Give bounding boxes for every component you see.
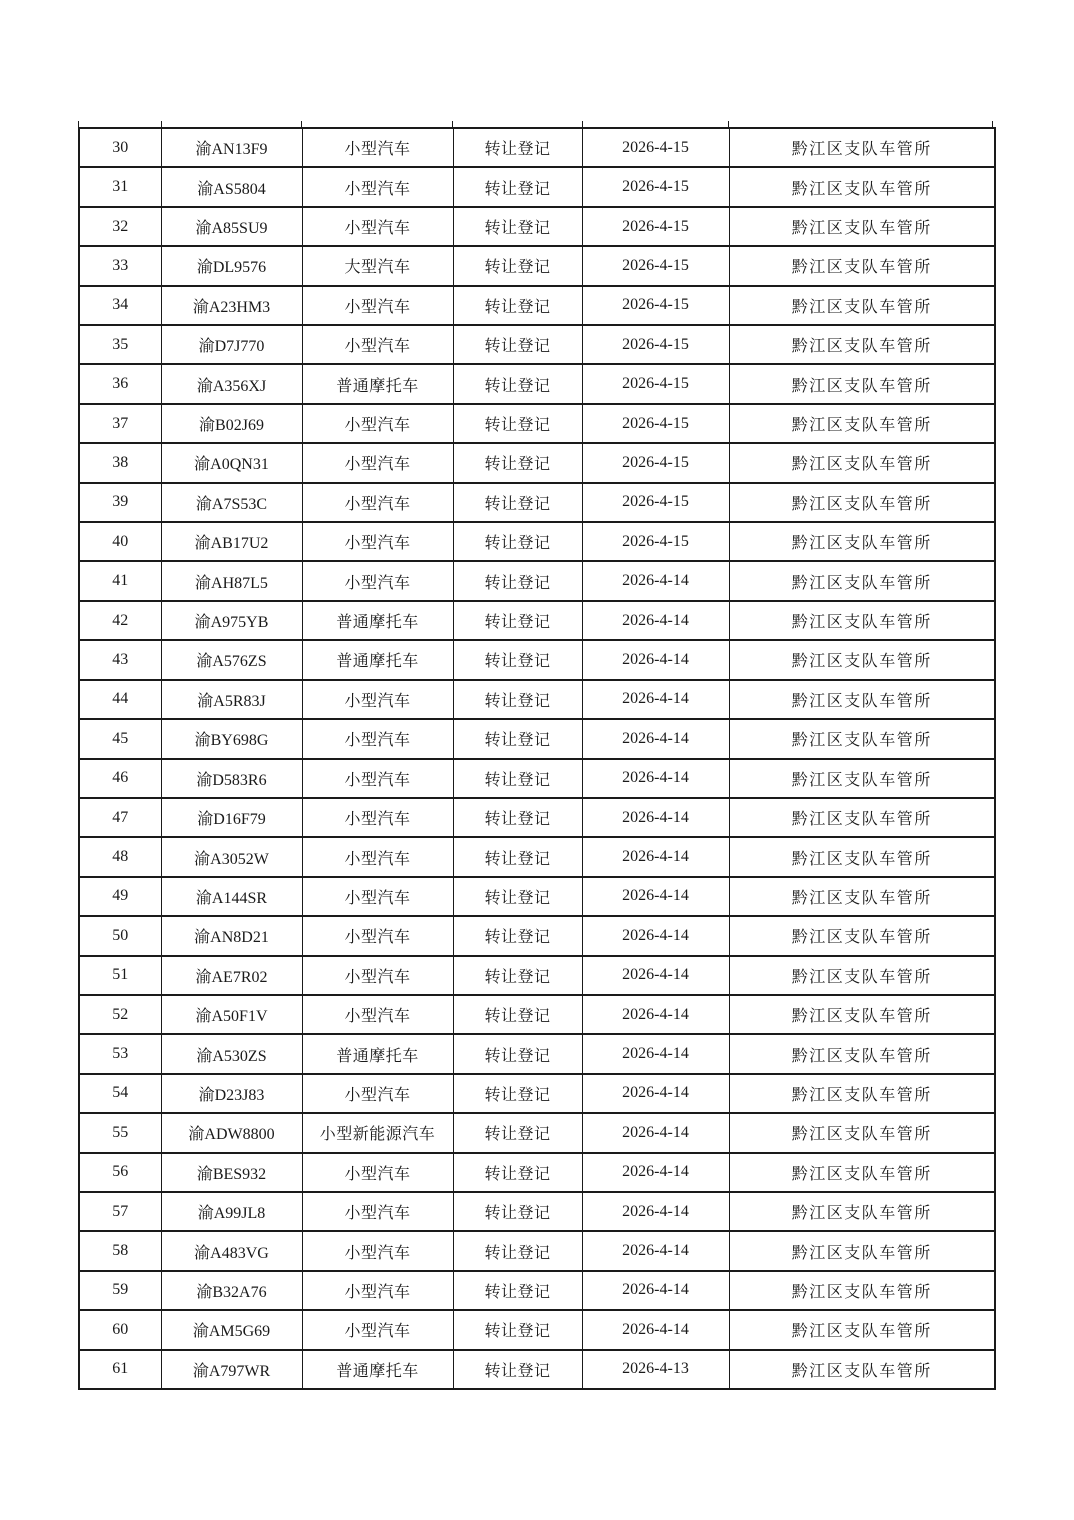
license-plate-cell: 渝D7J770 (161, 325, 302, 364)
registration-office-cell: 黔江区支队车管所 (729, 483, 995, 522)
table-row (79, 798, 995, 837)
license-plate-cell: 渝AN8D21 (161, 916, 302, 955)
registration-type-cell: 转让登记 (453, 916, 582, 955)
registration-office-cell: 黔江区支队车管所 (729, 443, 995, 482)
registration-date-cell: 2026-4-14 (582, 719, 729, 758)
license-plate-cell: 渝B02J69 (161, 404, 302, 443)
registration-type-cell: 转让登记 (453, 1231, 582, 1270)
registration-office-cell: 黔江区支队车管所 (729, 128, 995, 167)
registration-type-cell: 转让登记 (453, 286, 582, 325)
license-plate-cell: 渝A5R83J (161, 680, 302, 719)
table-body (79, 128, 995, 1389)
sequence-number-cell: 51 (79, 956, 161, 995)
registration-type-cell: 转让登记 (453, 483, 582, 522)
sequence-number-cell: 46 (79, 759, 161, 798)
sequence-number-cell: 33 (79, 246, 161, 285)
registration-date-cell: 2026-4-14 (582, 1074, 729, 1113)
license-plate-cell: 渝AM5G69 (161, 1310, 302, 1349)
registration-date-cell: 2026-4-14 (582, 601, 729, 640)
table-row (79, 1192, 995, 1231)
registration-date-cell: 2026-4-14 (582, 995, 729, 1034)
sequence-number-cell: 37 (79, 404, 161, 443)
vehicle-type-cell: 小型汽车 (302, 719, 453, 758)
license-plate-cell: 渝A356XJ (161, 364, 302, 403)
license-plate-cell: 渝A0QN31 (161, 443, 302, 482)
sequence-number-cell: 45 (79, 719, 161, 758)
vehicle-type-cell: 小型汽车 (302, 207, 453, 246)
registration-office-cell: 黔江区支队车管所 (729, 561, 995, 600)
registration-type-cell: 转让登记 (453, 364, 582, 403)
vehicle-type-cell: 小型汽车 (302, 1271, 453, 1310)
registration-type-cell: 转让登记 (453, 1350, 582, 1389)
sequence-number-cell: 54 (79, 1074, 161, 1113)
sequence-number-cell: 52 (79, 995, 161, 1034)
registration-office-cell: 黔江区支队车管所 (729, 759, 995, 798)
license-plate-cell: 渝A797WR (161, 1350, 302, 1389)
registration-office-cell: 黔江区支队车管所 (729, 1271, 995, 1310)
table-row (79, 1350, 995, 1389)
sequence-number-cell: 56 (79, 1153, 161, 1192)
registration-date-cell: 2026-4-14 (582, 1153, 729, 1192)
vehicle-type-cell: 小型汽车 (302, 1192, 453, 1231)
registration-date-cell: 2026-4-14 (582, 640, 729, 679)
registration-date-cell: 2026-4-14 (582, 1271, 729, 1310)
license-plate-cell: 渝DL9576 (161, 246, 302, 285)
registration-date-cell: 2026-4-15 (582, 404, 729, 443)
registration-office-cell: 黔江区支队车管所 (729, 640, 995, 679)
registration-type-cell: 转让登记 (453, 167, 582, 206)
registration-date-cell: 2026-4-15 (582, 325, 729, 364)
registration-office-cell: 黔江区支队车管所 (729, 1034, 995, 1073)
table-row (79, 483, 995, 522)
table-row (79, 1271, 995, 1310)
registration-type-cell: 转让登记 (453, 719, 582, 758)
license-plate-cell: 渝A975YB (161, 601, 302, 640)
sequence-number-cell: 36 (79, 364, 161, 403)
registration-date-cell: 2026-4-14 (582, 798, 729, 837)
vehicle-type-cell: 小型汽车 (302, 286, 453, 325)
vehicle-type-cell: 普通摩托车 (302, 364, 453, 403)
sequence-number-cell: 59 (79, 1271, 161, 1310)
registration-type-cell: 转让登记 (453, 877, 582, 916)
registration-type-cell: 转让登记 (453, 995, 582, 1034)
license-plate-cell: 渝A85SU9 (161, 207, 302, 246)
registration-office-cell: 黔江区支队车管所 (729, 916, 995, 955)
license-plate-cell: 渝A3052W (161, 837, 302, 876)
registration-date-cell: 2026-4-14 (582, 561, 729, 600)
table-row (79, 286, 995, 325)
sequence-number-cell: 55 (79, 1113, 161, 1152)
table-row (79, 995, 995, 1034)
table-row (79, 1231, 995, 1270)
registration-date-cell: 2026-4-15 (582, 522, 729, 561)
table-row (79, 877, 995, 916)
registration-date-cell: 2026-4-14 (582, 956, 729, 995)
registration-office-cell: 黔江区支队车管所 (729, 1153, 995, 1192)
registration-office-cell: 黔江区支队车管所 (729, 877, 995, 916)
license-plate-cell: 渝D23J83 (161, 1074, 302, 1113)
registration-office-cell: 黔江区支队车管所 (729, 325, 995, 364)
registration-date-cell: 2026-4-15 (582, 286, 729, 325)
vehicle-type-cell: 普通摩托车 (302, 601, 453, 640)
registration-type-cell: 转让登记 (453, 680, 582, 719)
table-row (79, 404, 995, 443)
registration-office-cell: 黔江区支队车管所 (729, 1231, 995, 1270)
table-row (79, 246, 995, 285)
registration-type-cell: 转让登记 (453, 640, 582, 679)
registration-office-cell: 黔江区支队车管所 (729, 167, 995, 206)
registration-type-cell: 转让登记 (453, 325, 582, 364)
license-plate-cell: 渝A144SR (161, 877, 302, 916)
sequence-number-cell: 48 (79, 837, 161, 876)
registration-office-cell: 黔江区支队车管所 (729, 956, 995, 995)
table-row (79, 719, 995, 758)
registration-date-cell: 2026-4-14 (582, 1192, 729, 1231)
registration-type-cell: 转让登记 (453, 837, 582, 876)
license-plate-cell: 渝A530ZS (161, 1034, 302, 1073)
license-plate-cell: 渝A99JL8 (161, 1192, 302, 1231)
registration-date-cell: 2026-4-14 (582, 1231, 729, 1270)
registration-date-cell: 2026-4-14 (582, 1113, 729, 1152)
vehicle-type-cell: 小型汽车 (302, 837, 453, 876)
registration-date-cell: 2026-4-15 (582, 207, 729, 246)
registration-date-cell: 2026-4-14 (582, 1310, 729, 1349)
vehicle-type-cell: 小型汽车 (302, 759, 453, 798)
license-plate-cell: 渝AH87L5 (161, 561, 302, 600)
registration-date-cell: 2026-4-14 (582, 916, 729, 955)
registration-office-cell: 黔江区支队车管所 (729, 601, 995, 640)
registration-date-cell: 2026-4-14 (582, 759, 729, 798)
table-row (79, 522, 995, 561)
registration-date-cell: 2026-4-15 (582, 128, 729, 167)
table-row (79, 601, 995, 640)
registration-date-cell: 2026-4-13 (582, 1350, 729, 1389)
registration-office-cell: 黔江区支队车管所 (729, 995, 995, 1034)
license-plate-cell: 渝BY698G (161, 719, 302, 758)
sequence-number-cell: 41 (79, 561, 161, 600)
table-row (79, 561, 995, 600)
vehicle-type-cell: 小型汽车 (302, 1310, 453, 1349)
registration-date-cell: 2026-4-15 (582, 443, 729, 482)
vehicle-type-cell: 小型汽车 (302, 1153, 453, 1192)
sequence-number-cell: 58 (79, 1231, 161, 1270)
registration-date-cell: 2026-4-14 (582, 837, 729, 876)
vehicle-type-cell: 小型汽车 (302, 798, 453, 837)
sequence-number-cell: 30 (79, 128, 161, 167)
registration-type-cell: 转让登记 (453, 207, 582, 246)
sequence-number-cell: 31 (79, 167, 161, 206)
sequence-number-cell: 42 (79, 601, 161, 640)
registration-type-cell: 转让登记 (453, 798, 582, 837)
vehicle-type-cell: 小型汽车 (302, 443, 453, 482)
registration-type-cell: 转让登记 (453, 128, 582, 167)
vehicle-type-cell: 小型汽车 (302, 561, 453, 600)
sequence-number-cell: 50 (79, 916, 161, 955)
sequence-number-cell: 49 (79, 877, 161, 916)
table-row (79, 759, 995, 798)
registration-type-cell: 转让登记 (453, 601, 582, 640)
vehicle-type-cell: 普通摩托车 (302, 640, 453, 679)
table-row (79, 1034, 995, 1073)
table-row (79, 364, 995, 403)
vehicle-type-cell: 小型汽车 (302, 1074, 453, 1113)
registration-type-cell: 转让登记 (453, 561, 582, 600)
registration-office-cell: 黔江区支队车管所 (729, 1192, 995, 1231)
registration-office-cell: 黔江区支队车管所 (729, 404, 995, 443)
vehicle-type-cell: 小型汽车 (302, 877, 453, 916)
registration-type-cell: 转让登记 (453, 1192, 582, 1231)
registration-office-cell: 黔江区支队车管所 (729, 522, 995, 561)
vehicle-type-cell: 小型汽车 (302, 167, 453, 206)
sequence-number-cell: 43 (79, 640, 161, 679)
table-row (79, 128, 995, 167)
license-plate-cell: 渝AE7R02 (161, 956, 302, 995)
license-plate-cell: 渝AN13F9 (161, 128, 302, 167)
license-plate-cell: 渝AB17U2 (161, 522, 302, 561)
vehicle-type-cell: 小型汽车 (302, 128, 453, 167)
table-row (79, 916, 995, 955)
vehicle-type-cell: 大型汽车 (302, 246, 453, 285)
table-row (79, 1153, 995, 1192)
sequence-number-cell: 60 (79, 1310, 161, 1349)
sequence-number-cell: 53 (79, 1034, 161, 1073)
table-row (79, 207, 995, 246)
registration-type-cell: 转让登记 (453, 1310, 582, 1349)
license-plate-cell: 渝D583R6 (161, 759, 302, 798)
registration-type-cell: 转让登记 (453, 759, 582, 798)
table-row (79, 443, 995, 482)
vehicle-type-cell: 小型汽车 (302, 522, 453, 561)
license-plate-cell: 渝BES932 (161, 1153, 302, 1192)
registration-date-cell: 2026-4-14 (582, 877, 729, 916)
registration-date-cell: 2026-4-14 (582, 680, 729, 719)
sequence-number-cell: 39 (79, 483, 161, 522)
license-plate-cell: 渝A483VG (161, 1231, 302, 1270)
registration-office-cell: 黔江区支队车管所 (729, 837, 995, 876)
registration-type-cell: 转让登记 (453, 443, 582, 482)
vehicle-transfer-records-table (78, 127, 996, 1390)
registration-office-cell: 黔江区支队车管所 (729, 246, 995, 285)
vehicle-type-cell: 普通摩托车 (302, 1350, 453, 1389)
registration-type-cell: 转让登记 (453, 246, 582, 285)
registration-type-cell: 转让登记 (453, 404, 582, 443)
license-plate-cell: 渝A576ZS (161, 640, 302, 679)
vehicle-type-cell: 小型汽车 (302, 404, 453, 443)
sequence-number-cell: 40 (79, 522, 161, 561)
table-row (79, 1310, 995, 1349)
sequence-number-cell: 34 (79, 286, 161, 325)
table-row (79, 956, 995, 995)
table-row (79, 837, 995, 876)
vehicle-type-cell: 小型汽车 (302, 680, 453, 719)
registration-office-cell: 黔江区支队车管所 (729, 364, 995, 403)
vehicle-type-cell: 小型汽车 (302, 916, 453, 955)
registration-office-cell: 黔江区支队车管所 (729, 207, 995, 246)
registration-type-cell: 转让登记 (453, 1074, 582, 1113)
vehicle-type-cell: 小型汽车 (302, 483, 453, 522)
vehicle-type-cell: 普通摩托车 (302, 1034, 453, 1073)
sequence-number-cell: 61 (79, 1350, 161, 1389)
registration-date-cell: 2026-4-15 (582, 364, 729, 403)
registration-type-cell: 转让登记 (453, 1271, 582, 1310)
table-row (79, 167, 995, 206)
sequence-number-cell: 38 (79, 443, 161, 482)
registration-office-cell: 黔江区支队车管所 (729, 1074, 995, 1113)
license-plate-cell: 渝D16F79 (161, 798, 302, 837)
table-row (79, 1113, 995, 1152)
registration-office-cell: 黔江区支队车管所 (729, 1350, 995, 1389)
sequence-number-cell: 32 (79, 207, 161, 246)
license-plate-cell: 渝A50F1V (161, 995, 302, 1034)
table-row (79, 680, 995, 719)
license-plate-cell: 渝ADW8800 (161, 1113, 302, 1152)
registration-office-cell: 黔江区支队车管所 (729, 798, 995, 837)
vehicle-type-cell: 小型新能源汽车 (302, 1113, 453, 1152)
license-plate-cell: 渝A23HM3 (161, 286, 302, 325)
license-plate-cell: 渝B32A76 (161, 1271, 302, 1310)
vehicle-type-cell: 小型汽车 (302, 956, 453, 995)
sequence-number-cell: 57 (79, 1192, 161, 1231)
registration-date-cell: 2026-4-14 (582, 1034, 729, 1073)
registration-type-cell: 转让登记 (453, 522, 582, 561)
vehicle-type-cell: 小型汽车 (302, 995, 453, 1034)
registration-type-cell: 转让登记 (453, 1034, 582, 1073)
license-plate-cell: 渝A7S53C (161, 483, 302, 522)
table-row (79, 640, 995, 679)
registration-office-cell: 黔江区支队车管所 (729, 719, 995, 758)
sequence-number-cell: 47 (79, 798, 161, 837)
registration-office-cell: 黔江区支队车管所 (729, 1113, 995, 1152)
registration-type-cell: 转让登记 (453, 1153, 582, 1192)
registration-office-cell: 黔江区支队车管所 (729, 286, 995, 325)
registration-date-cell: 2026-4-15 (582, 167, 729, 206)
table-row (79, 325, 995, 364)
license-plate-cell: 渝AS5804 (161, 167, 302, 206)
registration-office-cell: 黔江区支队车管所 (729, 1310, 995, 1349)
registration-office-cell: 黔江区支队车管所 (729, 680, 995, 719)
registration-type-cell: 转让登记 (453, 1113, 582, 1152)
table-row (79, 1074, 995, 1113)
vehicle-type-cell: 小型汽车 (302, 1231, 453, 1270)
sequence-number-cell: 44 (79, 680, 161, 719)
registration-type-cell: 转让登记 (453, 956, 582, 995)
registration-date-cell: 2026-4-15 (582, 483, 729, 522)
vehicle-type-cell: 小型汽车 (302, 325, 453, 364)
sequence-number-cell: 35 (79, 325, 161, 364)
registration-date-cell: 2026-4-15 (582, 246, 729, 285)
